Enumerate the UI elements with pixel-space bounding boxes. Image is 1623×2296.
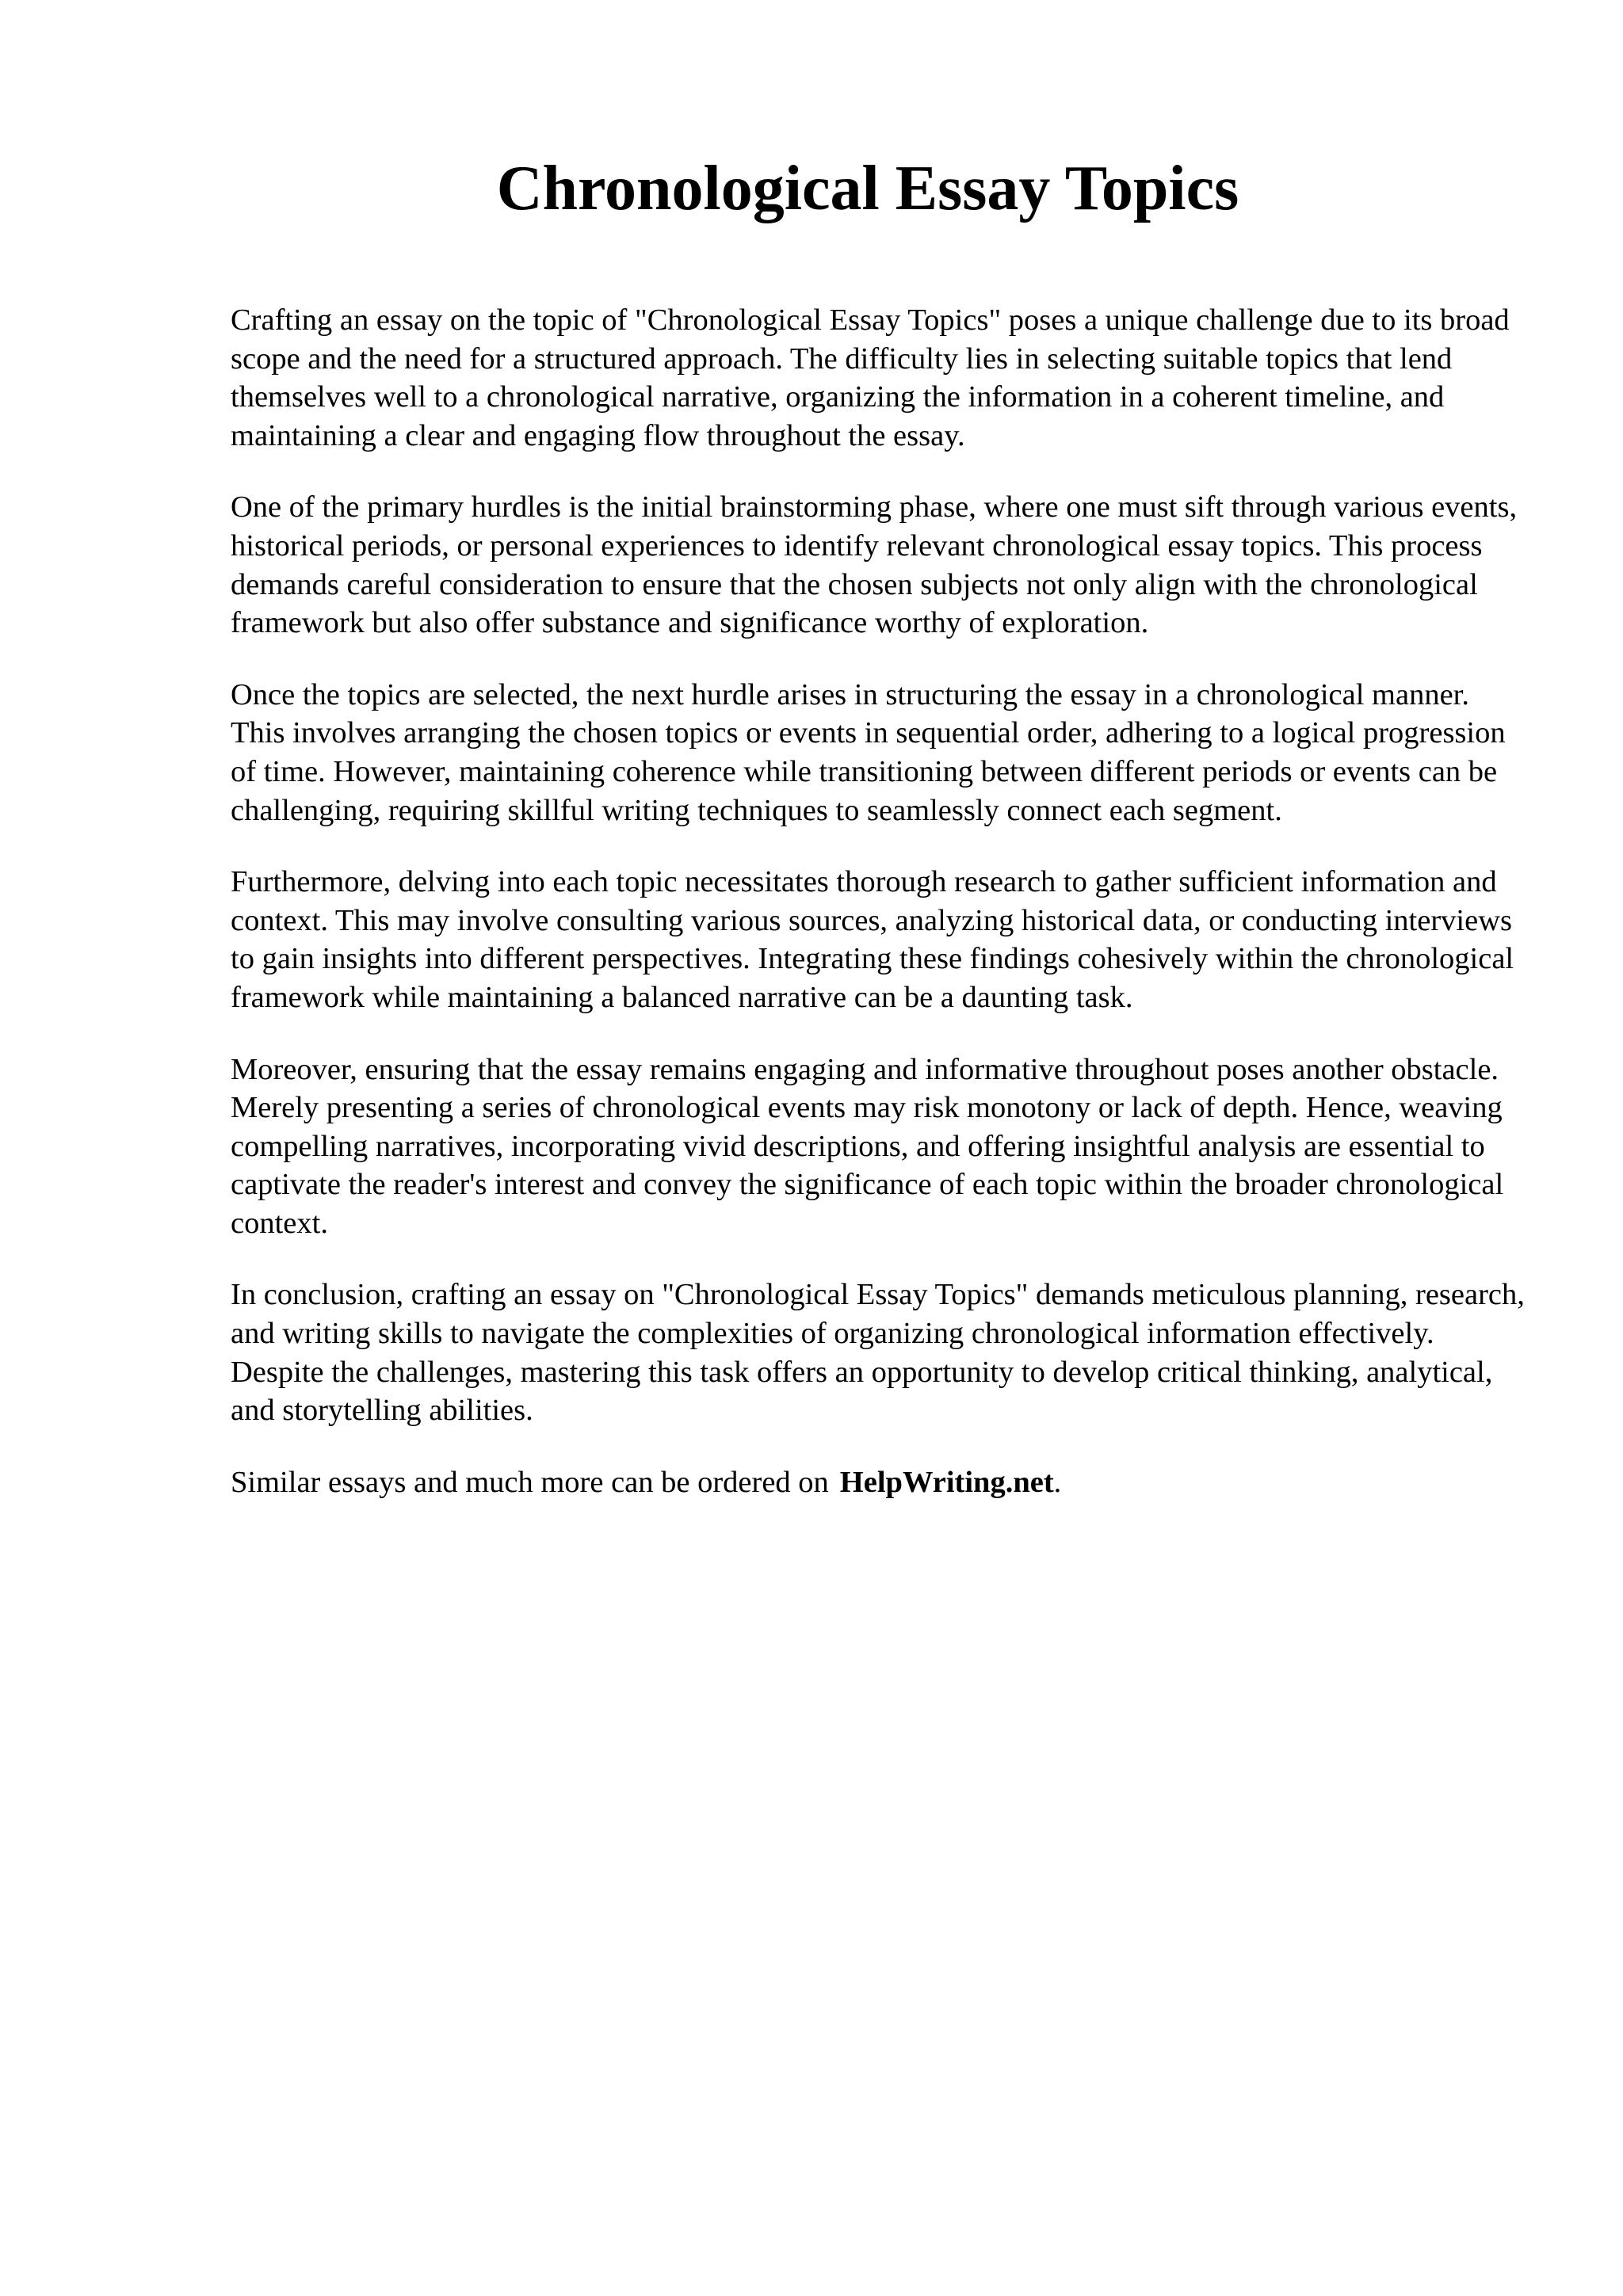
paragraph-1: Crafting an essay on the topic of "Chronological Essay Topics" poses a unique challenge due to its broad scope and the need for a structured approach. The difficulty lies in selecting suitable topics that lend themselves well to a chronological narrative, organizing the information in a coherent timeline, and maintaining a clear and engaging flow throughout the essay. — [231, 303, 1510, 452]
essay-body — [231, 301, 1530, 1535]
paragraph-2: One of the primary hurdles is the initial brainstorming phase, where one must sift through various events, historical periods, or personal experiences to identify relevant chronological essay topics. This process demands careful consideration to ensure that the chosen subjects not only align with the chronological framework but also offer substance and significance worthy of exploration. — [231, 490, 1518, 640]
paragraph-6: In conclusion, crafting an essay on "Chronological Essay Topics" demands meticulous planning, research, and writing skills to navigate the complexities of organizing chronological information effectively. Despite the challenges, mastering this task offers an opportunity to develop critical thinking, analytical, and storytelling abilities. — [231, 1278, 1525, 1428]
brand-link[interactable]: HelpWriting.net — [839, 1465, 1054, 1499]
footer-line — [231, 1463, 1530, 1502]
footer-text: Similar essays and much more can be ordered on — [231, 1465, 829, 1499]
footer-period: . — [1053, 1465, 1062, 1499]
paragraph-5: Moreover, ensuring that the essay remains engaging and informative throughout poses another obstacle. Merely presenting a series of chronological events may risk monotony or lack of depth. Hence, weaving compelling narratives, incorporating vivid descriptions, and offering insightful analysis are essential to captivate the reader's interest and convey the significance of each topic within the broader chronological context. — [231, 1052, 1504, 1240]
paragraph-4: Furthermore, delving into each topic necessitates thorough research to gather sufficient information and context. This may involve consulting various sources, analyzing historical data, or conducting interviews to gain insights into different perspectives. Integrating these findings cohesively within the chronological framework while maintaining a balanced narrative can be a daunting task. — [231, 865, 1514, 1014]
page-title: Chronological Essay Topics — [496, 154, 1239, 223]
paragraph-3: Once the topics are selected, the next hurdle arises in structuring the essay in a chronological manner. This involves arranging the chosen topics or events in sequential order, adhering to a logical progression of time. However, maintaining coherence while transitioning between different periods or events can be challenging, requiring skillful writing techniques to seamlessly connect each segment. — [231, 677, 1506, 827]
